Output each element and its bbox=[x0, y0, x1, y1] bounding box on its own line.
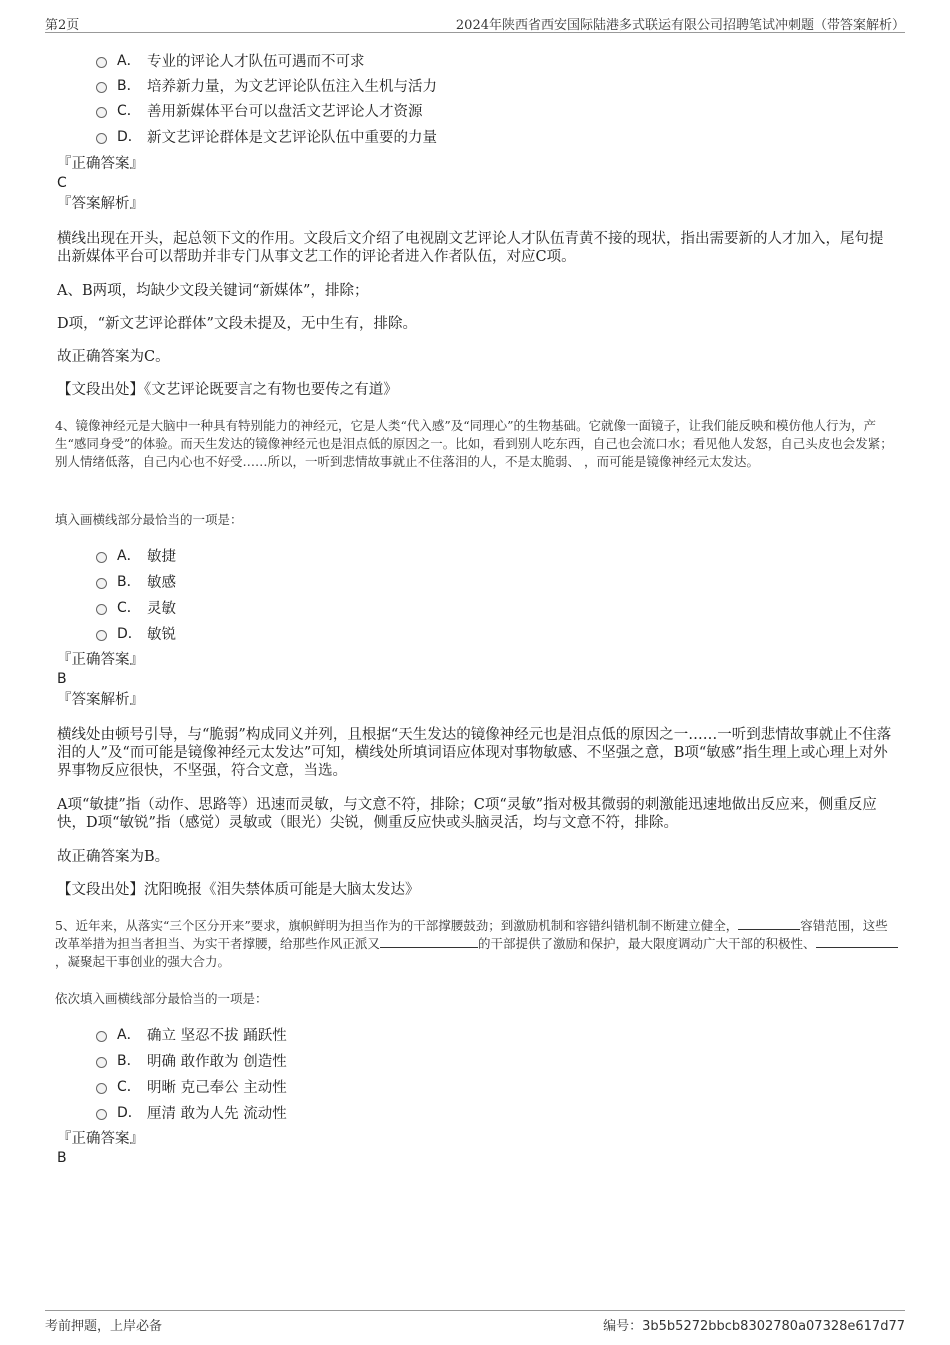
q3-source: 【文段出处】《文艺评论既要言之有物也要传之有道》 bbox=[57, 382, 398, 398]
q3-answer: C bbox=[57, 175, 67, 191]
q5-option-a[interactable]: A． 确立 坚忍不拔 踊跃性 bbox=[96, 1024, 287, 1044]
fill-blank bbox=[738, 917, 800, 930]
radio-icon[interactable] bbox=[96, 1031, 107, 1042]
header-divider bbox=[45, 32, 905, 33]
footer-slogan: 考前押题，上岸必备 bbox=[45, 1319, 163, 1334]
q5-option-d[interactable]: D． 厘清 敢为人先 流动性 bbox=[96, 1102, 287, 1122]
radio-icon[interactable] bbox=[96, 552, 107, 563]
q3-analysis-conclusion: 故正确答案为C。 bbox=[57, 349, 170, 365]
radio-icon[interactable] bbox=[96, 630, 107, 641]
q3-option-c[interactable]: C． 善用新媒体平台可以盘活文艺评论人才资源 bbox=[96, 100, 423, 120]
q3-analysis-heading: 『答案解析』 bbox=[57, 196, 144, 212]
q5-answer: B bbox=[57, 1150, 67, 1166]
q3-option-d[interactable]: D． 新文艺评论群体是文艺评论队伍中重要的力量 bbox=[96, 126, 437, 146]
q3-answer-heading: 『正确答案』 bbox=[57, 156, 144, 172]
q4-option-b[interactable]: B． 敏感 bbox=[96, 571, 176, 591]
q4-prompt: 填入画横线部分最恰当的一项是： bbox=[55, 512, 243, 527]
q5-option-c[interactable]: C． 明晰 克己奉公 主动性 bbox=[96, 1076, 287, 1096]
q4-analysis-paragraph: 横线处由顿号引导，与“脆弱”构成同义并列，且根据“天生发达的镜像神经元也是泪点低的原因之一……一听到悲情故事就止不住落泪的人”及“而可能是镜像神经元太发达”可知，横线处所填词语应体现对事物敏感、不坚强之意，B项“敏感”指生理上或心理上对外界事物反应很快，不坚强，符合文意，当选。 bbox=[57, 727, 892, 779]
radio-icon[interactable] bbox=[96, 57, 107, 68]
radio-icon[interactable] bbox=[96, 107, 107, 118]
document-code: 编号：3b5b5272bbcb8302780a07328e617d77 bbox=[603, 1319, 905, 1334]
q4-answer-heading: 『正确答案』 bbox=[57, 652, 144, 668]
q4-stem: 4、镜像神经元是大脑中一种具有特别能力的神经元，它是人类“代入感”及“同理心”的生物基础。它就像一面镜子，让我们能反映和模仿他人行为，产生“感同身受”的体验。而天生发达的镜像神经元也是泪点低的原因之一。比如，看到别人吃东西，自己也会流口水；看见他人发怒，自己头皮也会发紧；别人情绪低落，自己内心也不好受……所以，一听到悲情故事就止不住落泪的人，不是太脆弱、 ，而可能是镜像神经元太发达。 bbox=[55, 418, 893, 469]
radio-icon[interactable] bbox=[96, 604, 107, 615]
q4-option-a[interactable]: A． 敏捷 bbox=[96, 545, 176, 565]
q3-analysis-paragraph: A、B两项，均缺少文段关键词“新媒体”，排除； bbox=[57, 283, 369, 299]
document-title: 2024年陕西省西安国际陆港多式联运有限公司招聘笔试冲刺题（带答案解析） bbox=[455, 18, 905, 33]
radio-icon[interactable] bbox=[96, 1109, 107, 1120]
q4-option-d[interactable]: D． 敏锐 bbox=[96, 623, 176, 643]
q4-analysis-conclusion: 故正确答案为B。 bbox=[57, 849, 170, 865]
radio-icon[interactable] bbox=[96, 1083, 107, 1094]
q5-option-b[interactable]: B． 明确 敢作敢为 创造性 bbox=[96, 1050, 287, 1070]
q4-analysis-paragraph: A项“敏捷”指（动作、思路等）迅速而灵敏，与文意不符，排除；C项“灵敏”指对极其微弱的刺激能迅速地做出反应来，侧重反应快，D项“敏锐”指（感觉）灵敏或（眼光）尖锐，侧重反应快或头脑灵活，均与文意不符，排除。 bbox=[57, 797, 877, 831]
q4-source: 【文段出处】沈阳晚报《泪失禁体质可能是大脑太发达》 bbox=[57, 882, 420, 898]
page-number: 第2页 bbox=[45, 18, 80, 33]
q3-analysis-paragraph: D项，“新文艺评论群体”文段未提及，无中生有，排除。 bbox=[57, 316, 417, 332]
q4-option-c[interactable]: C． 灵敏 bbox=[96, 597, 176, 617]
q5-stem: 5、近年来，从落实“三个区分开来”要求，旗帜鲜明为担当作为的干部撑腰鼓劲；到激励机制和容错纠错机制不断建立健全， 容错范围，这些改革举措为担当者担当、为实干者撑腰，给那些作风正派又 的干部提供了激励和保护，最大限度调动广大干部的积极性、，凝聚起干事创业的强大合力。 bbox=[55, 917, 900, 971]
radio-icon[interactable] bbox=[96, 578, 107, 589]
fill-blank bbox=[380, 935, 478, 948]
radio-icon[interactable] bbox=[96, 133, 107, 144]
footer-divider bbox=[45, 1310, 905, 1311]
q3-analysis-paragraph: 横线出现在开头，起总领下文的作用。文段后文介绍了电视剧文艺评论人才队伍青黄不接的现状，指出需要新的人才加入，尾句提出新媒体平台可以帮助并非专门从事文艺工作的评论者进入作者队伍，对应C项。 bbox=[57, 231, 884, 265]
q4-answer: B bbox=[57, 671, 67, 687]
q4-analysis-heading: 『答案解析』 bbox=[57, 692, 144, 708]
radio-icon[interactable] bbox=[96, 1057, 107, 1068]
q5-answer-heading: 『正确答案』 bbox=[57, 1131, 144, 1147]
radio-icon[interactable] bbox=[96, 82, 107, 93]
q3-option-a[interactable]: A． 专业的评论人才队伍可遇而不可求 bbox=[96, 50, 365, 70]
fill-blank bbox=[816, 935, 898, 948]
q3-option-b[interactable]: B． 培养新力量，为文艺评论队伍注入生机与活力 bbox=[96, 75, 437, 95]
q5-prompt: 依次填入画横线部分最恰当的一项是： bbox=[55, 991, 268, 1006]
